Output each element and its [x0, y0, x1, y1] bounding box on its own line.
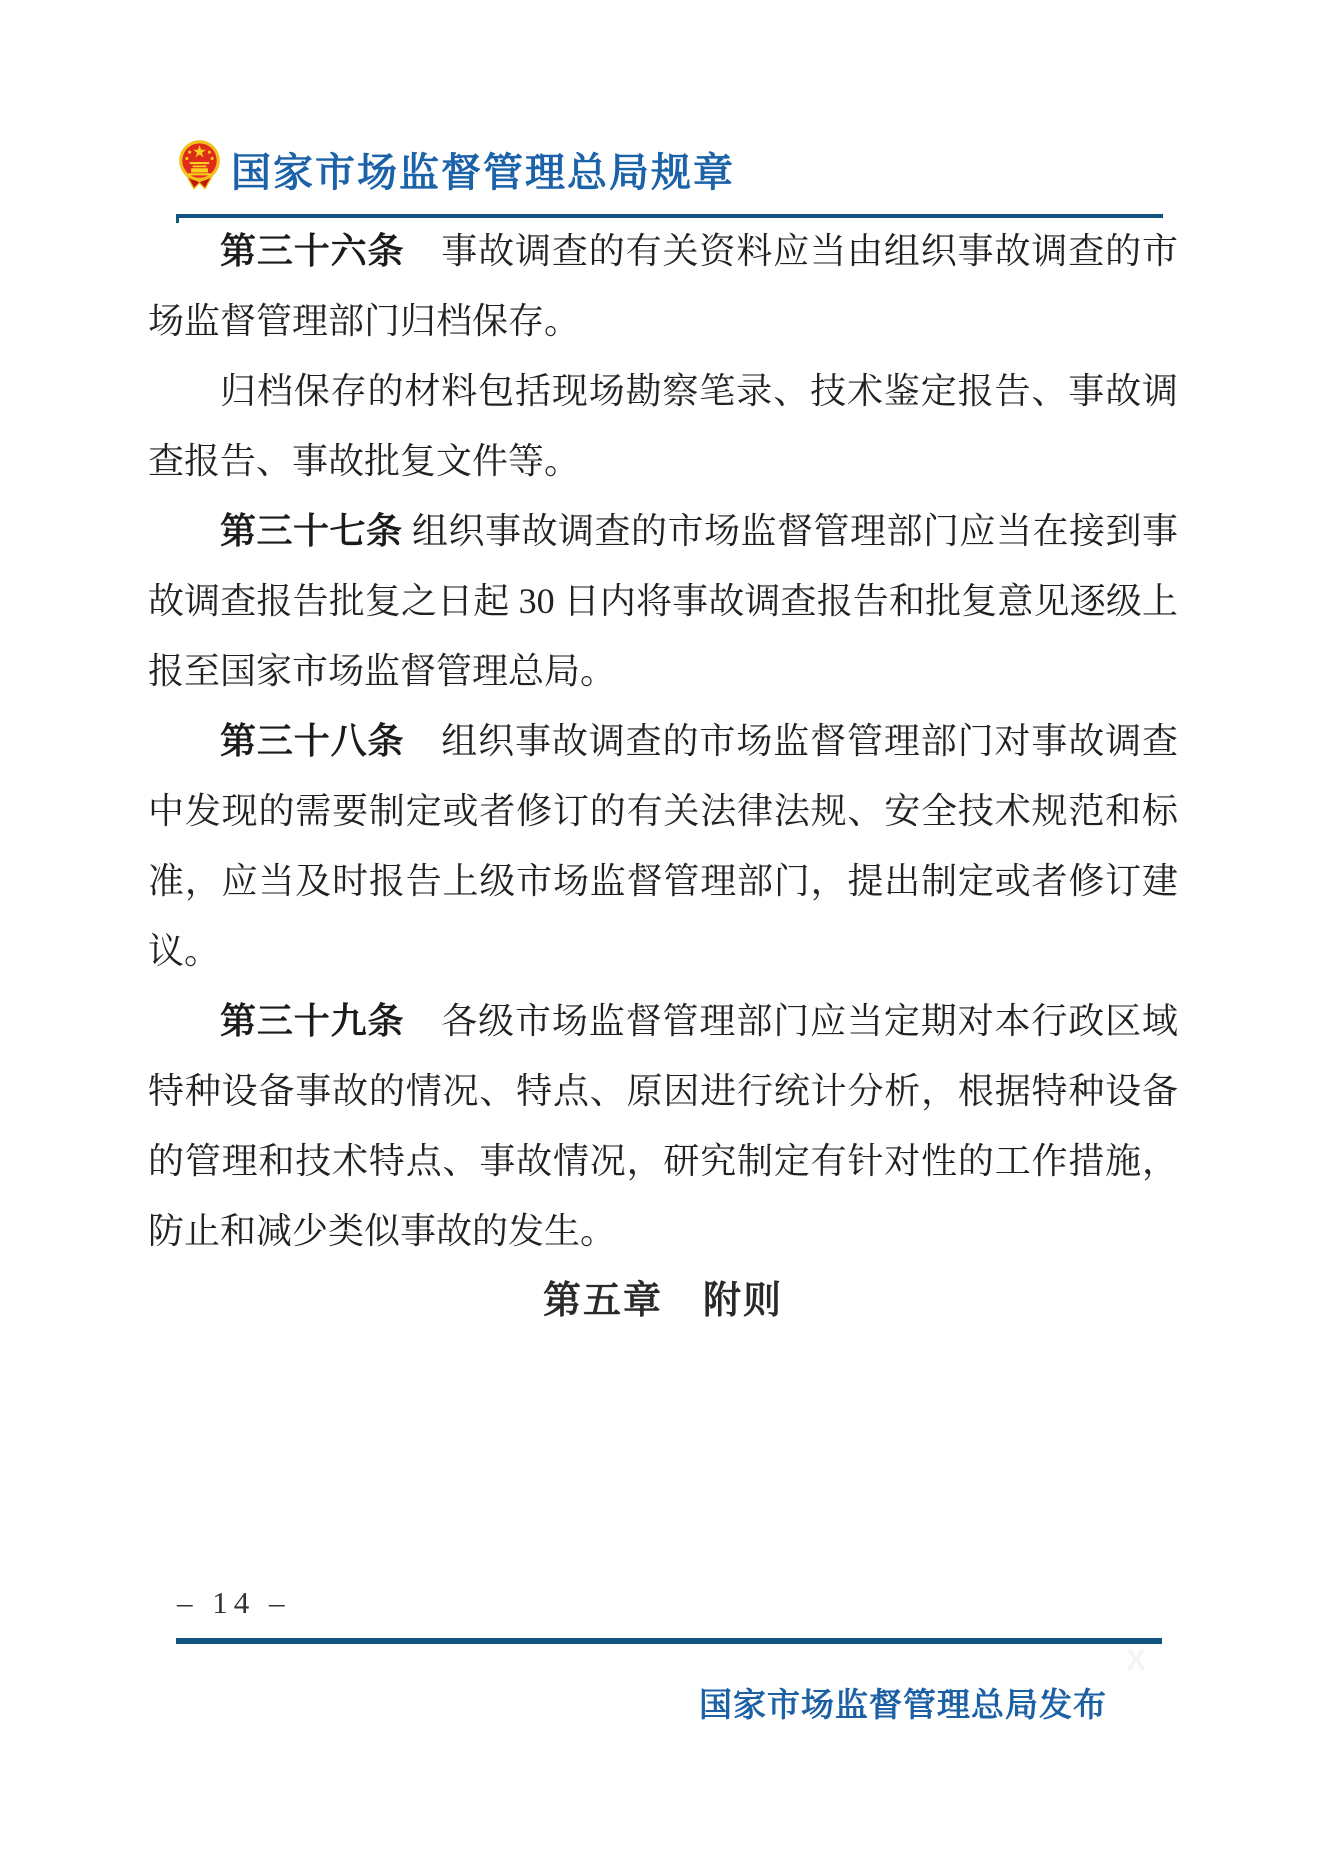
article-text: 归档保存的材料包括现场勘察笔录、技术鉴定报告、事故调查报告、事故批复文件等。	[148, 371, 1178, 481]
article-number: 第三十九条	[220, 1000, 405, 1041]
article-number: 第三十六条	[220, 230, 405, 271]
article-text: 各级市场监督管理部门应当定期对本行政区域特种设备事故的情况、特点、原因进行统计分析，根据特种设备的管理和技术特点、事故情况，研究制定有针对性的工作措施，防止和减少类似事故的发生。	[148, 1001, 1178, 1251]
article-number: 第三十八条	[220, 720, 405, 761]
page-number: – 14 –	[177, 1585, 291, 1620]
document-body	[148, 216, 1178, 1336]
article-text: 事故调查的有关资料应当由组织事故调查的市场监督管理部门归档保存。	[148, 231, 1178, 341]
article-paragraph	[148, 986, 1178, 1266]
article-text: 组织事故调查的市场监督管理部门应当在接到事故调查报告批复之日起 30 日内将事故调查报告和批复意见逐级上报至国家市场监督管理总局。	[148, 511, 1178, 691]
footer-divider	[176, 1638, 1162, 1644]
publisher-label: 国家市场监督管理总局发布	[699, 1686, 1107, 1723]
watermark-x: X	[1126, 1644, 1147, 1677]
article-text: 组织事故调查的市场监督管理部门对事故调查中发现的需要制定或者修订的有关法律法规、安全技术规范和标准，应当及时报告上级市场监督管理部门，提出制定或者修订建议。	[148, 721, 1178, 971]
page-title: 国家市场监督管理总局规章	[231, 151, 735, 195]
article-paragraph	[148, 706, 1178, 986]
china-national-emblem-icon	[177, 139, 222, 199]
article-number: 第三十七条	[220, 510, 403, 551]
chapter-heading: 第五章 附则	[542, 1280, 783, 1322]
page-header	[0, 0, 1323, 220]
article-paragraph	[148, 496, 1178, 706]
article-paragraph	[148, 216, 1178, 356]
article-paragraph	[148, 356, 1178, 496]
